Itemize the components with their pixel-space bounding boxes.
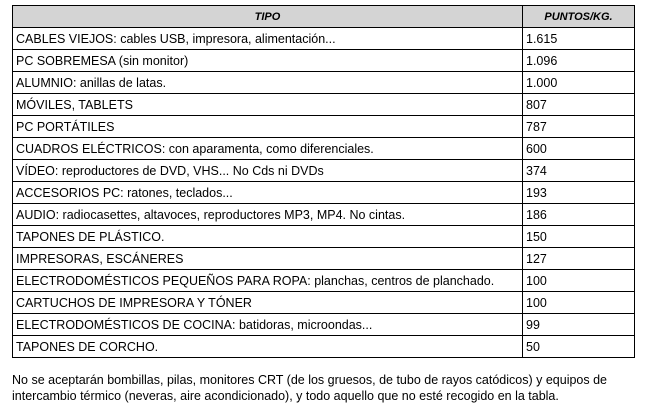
header-puntos: PUNTOS/KG. (523, 6, 635, 28)
cell-puntos: 807 (523, 94, 635, 116)
cell-tipo: CARTUCHOS DE IMPRESORA Y TÓNER (13, 292, 523, 314)
footnote: No se aceptarán bombillas, pilas, monitores CRT (de los gruesos, de tubo de rayos catódicos) y equipos de intercambio térmico (neveras, aire acondicionado), y todo aquello que no esté recogido en la tabla. (12, 373, 607, 403)
table-row (13, 270, 635, 292)
cell-tipo: ALUMNIO: anillas de latas. (13, 72, 523, 94)
cell-tipo: IMPRESORAS, ESCÁNERES (13, 248, 523, 270)
table-row (13, 204, 635, 226)
cell-puntos: 186 (523, 204, 635, 226)
cell-tipo: PC SOBREMESA (sin monitor) (13, 50, 523, 72)
table-row (13, 248, 635, 270)
cell-tipo: CABLES VIEJOS: cables USB, impresora, alimentación... (13, 28, 523, 50)
points-table (12, 5, 635, 358)
cell-tipo: PC PORTÁTILES (13, 116, 523, 138)
cell-puntos: 787 (523, 116, 635, 138)
cell-puntos: 150 (523, 226, 635, 248)
cell-tipo: VÍDEO: reproductores de DVD, VHS... No Cds ni DVDs (13, 160, 523, 182)
table-row (13, 138, 635, 160)
table-row (13, 94, 635, 116)
cell-puntos: 1.615 (523, 28, 635, 50)
table-row (13, 292, 635, 314)
table-row (13, 50, 635, 72)
table-row (13, 72, 635, 94)
cell-tipo: MÓVILES, TABLETS (13, 94, 523, 116)
table-row (13, 336, 635, 358)
cell-puntos: 100 (523, 270, 635, 292)
cell-tipo: TAPONES DE CORCHO. (13, 336, 523, 358)
cell-tipo: ACCESORIOS PC: ratones, teclados... (13, 182, 523, 204)
cell-puntos: 1.000 (523, 72, 635, 94)
table-row (13, 28, 635, 50)
cell-tipo: ELECTRODOMÉSTICOS DE COCINA: batidoras, microondas... (13, 314, 523, 336)
cell-tipo: TAPONES DE PLÁSTICO. (13, 226, 523, 248)
cell-puntos: 100 (523, 292, 635, 314)
table-row (13, 226, 635, 248)
table-row (13, 182, 635, 204)
table-row (13, 160, 635, 182)
header-row (13, 6, 635, 28)
cell-puntos: 99 (523, 314, 635, 336)
table-row (13, 314, 635, 336)
cell-puntos: 600 (523, 138, 635, 160)
cell-puntos: 1.096 (523, 50, 635, 72)
cell-tipo: AUDIO: radiocasettes, altavoces, reproductores MP3, MP4. No cintas. (13, 204, 523, 226)
cell-puntos: 193 (523, 182, 635, 204)
cell-puntos: 50 (523, 336, 635, 358)
table-body (13, 28, 635, 358)
cell-puntos: 374 (523, 160, 635, 182)
cell-puntos: 127 (523, 248, 635, 270)
cell-tipo: CUADROS ELÉCTRICOS: con aparamenta, como diferenciales. (13, 138, 523, 160)
table-row (13, 116, 635, 138)
header-tipo: TIPO (13, 6, 523, 28)
cell-tipo: ELECTRODOMÉSTICOS PEQUEÑOS PARA ROPA: planchas, centros de planchado. (13, 270, 523, 292)
